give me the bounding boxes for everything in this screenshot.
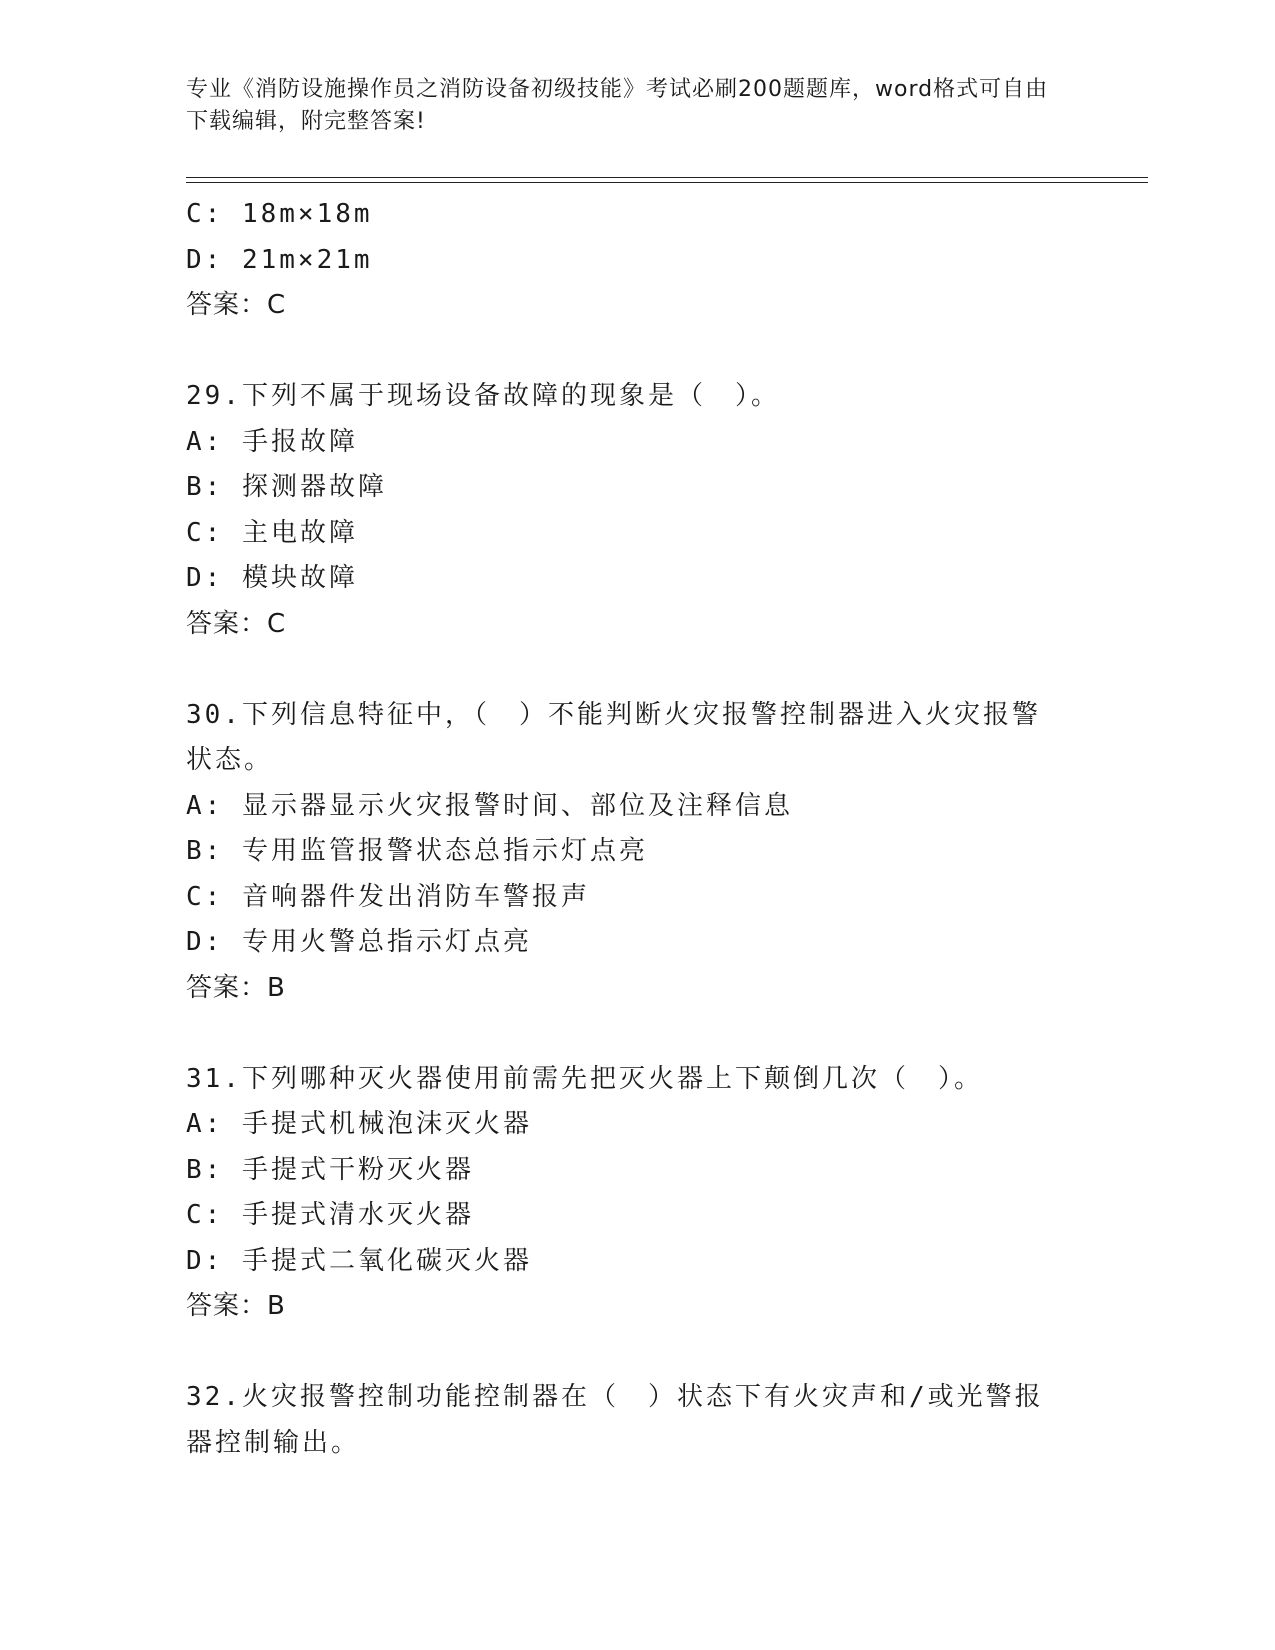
option-d: D: 手提式二氧化碳灭火器: [186, 1245, 532, 1276]
spacer: [186, 1330, 1086, 1376]
question-30: [186, 693, 1086, 1012]
option-a: A: 手提式机械泡沫灭火器: [186, 1109, 532, 1139]
question-29: [186, 374, 1086, 647]
option-d: D: 专用火警总指示灯点亮: [186, 927, 532, 957]
option-d: D: 21m×21m: [186, 244, 373, 275]
question-28-continuation: [186, 192, 1086, 329]
question-32: [186, 1375, 1086, 1466]
option-b: B: 探测器故障: [186, 472, 387, 502]
header-rule-top: [186, 177, 1148, 178]
question-stem: 30.下列信息特征中，（ ）不能判断火灾报警控制器进入火灾报警状态。: [186, 699, 1041, 775]
option-c: C: 18m×18m: [186, 199, 373, 229]
option-a: A: 显示器显示火灾报警时间、部位及注释信息: [186, 790, 793, 821]
option-b: B: 专用监管报警状态总指示灯点亮: [186, 836, 648, 866]
question-stem: 31.下列哪种灭火器使用前需先把灭火器上下颠倒几次（ ）。: [186, 1063, 983, 1094]
answer-line: 答案：B: [186, 972, 286, 1003]
option-c: C: 音响器件发出消防车警报声: [186, 881, 590, 912]
document-header: 专业《消防设施操作员之消防设备初级技能》考试必刷200题题库，word格式可自由下载编辑，附完整答案!: [186, 77, 1049, 134]
spacer: [186, 1011, 1086, 1057]
answer-line: 答案：B: [186, 1291, 286, 1321]
option-c: C: 手提式清水灭火器: [186, 1200, 474, 1230]
spacer: [186, 329, 1086, 375]
document-body: [186, 192, 1086, 1466]
option-d: D: 模块故障: [186, 563, 358, 593]
question-stem: 29.下列不属于现场设备故障的现象是（ ）。: [186, 381, 780, 411]
option-c: C: 主电故障: [186, 517, 358, 548]
question-stem: 32.火灾报警控制功能控制器在（ ）状态下有火灾声和/或光警报器控制输出。: [186, 1382, 1044, 1458]
spacer: [186, 647, 1086, 693]
answer-line: 答案：C: [186, 290, 287, 320]
question-31: [186, 1057, 1086, 1330]
option-b: B: 手提式干粉灭火器: [186, 1154, 474, 1185]
option-a: A: 手报故障: [186, 426, 358, 457]
answer-line: 答案：C: [186, 608, 287, 639]
header-rule-bottom: [186, 182, 1148, 183]
